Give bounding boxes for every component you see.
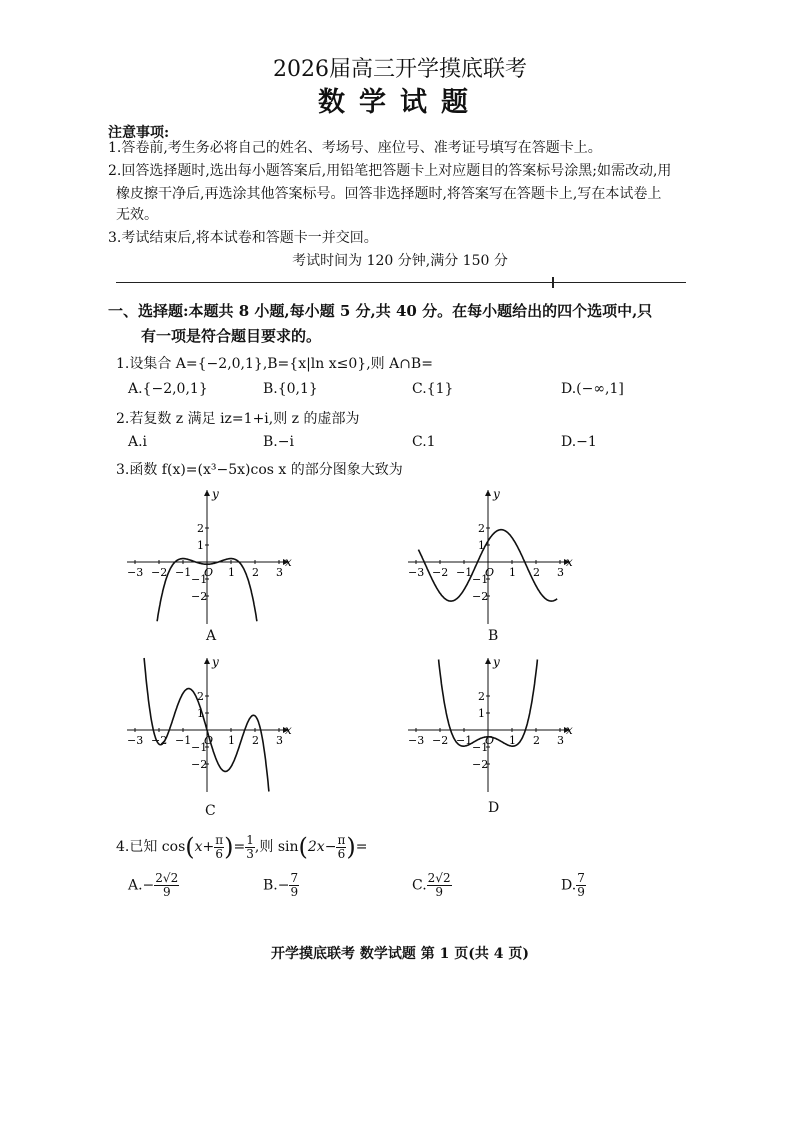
- x-axis-name: x: [285, 723, 292, 737]
- y-tick-label: 2: [478, 522, 485, 535]
- y-axis-arrow: [485, 658, 491, 664]
- x-tick-label: −1: [456, 734, 473, 747]
- question-4-option-a: A.− $\frac{2√2}{9}$: [128, 871, 179, 899]
- x-tick-label: 2: [252, 734, 259, 747]
- q4-frac-pi6-a: $\frac{\pi}{6}$: [215, 832, 224, 861]
- question-2-option-d: D.−1: [561, 434, 597, 450]
- question-3-stem: 3.函数 f(x)=(x³−5x)cos x 的部分图象大致为: [116, 462, 403, 478]
- graph-option-c: [125, 654, 295, 794]
- x-tick-label: O: [485, 734, 495, 747]
- question-1-stem: 1.设集合 A={−2,0,1},B={x|ln x≤0},则 A∩B=: [116, 356, 433, 372]
- x-tick-label: −2: [432, 734, 449, 747]
- y-tick-label: −1: [191, 741, 208, 754]
- x-axis-name: x: [566, 723, 573, 737]
- x-tick-label: −1: [175, 566, 192, 579]
- y-axis-arrow: [485, 490, 491, 496]
- note-line-2: 2.回答选择题时,选出每小题答案后,用铅笔把答题卡上对应题目的答案标号涂黑;如需改动,用: [108, 163, 672, 179]
- note-line-5: 3.考试结束后,将本试卷和答题卡一并交回。: [108, 230, 378, 246]
- y-axis-name: y: [212, 487, 219, 501]
- x-axis-name: x: [285, 555, 292, 569]
- question-1-option-d: D.(−∞,1]: [561, 381, 624, 397]
- graph-label-a: A: [206, 628, 217, 644]
- question-2-option-c: C.1: [412, 434, 436, 450]
- x-tick-label: 1: [509, 734, 516, 747]
- x-tick-label: −1: [456, 566, 473, 579]
- divider-line: [116, 282, 686, 283]
- graph-b-svg: [406, 486, 576, 626]
- x-tick-label: O: [204, 566, 214, 579]
- y-axis-name: y: [212, 655, 219, 669]
- divider-tick: [552, 277, 554, 288]
- graph-label-b: B: [488, 628, 499, 644]
- q4-end: =: [355, 839, 368, 855]
- x-tick-label: −3: [408, 734, 425, 747]
- graph-option-b: [406, 486, 576, 626]
- question-1-option-c: C.{1}: [412, 381, 454, 397]
- y-tick-label: 1: [478, 707, 485, 720]
- x-tick-label: 3: [276, 566, 283, 579]
- x-tick-label: −3: [127, 566, 144, 579]
- graph-label-c: C: [205, 803, 216, 819]
- q4-paren-close-2: ): [346, 833, 356, 861]
- notes-heading: 注意事项:: [108, 125, 170, 141]
- x-tick-label: 3: [276, 734, 283, 747]
- section-heading-line2: 有一项是符合题目要求的。: [141, 327, 322, 345]
- x-tick-label: O: [204, 734, 214, 747]
- graph-option-a: [125, 486, 295, 626]
- y-tick-label: −2: [472, 758, 489, 771]
- y-tick-label: 2: [197, 522, 204, 535]
- q4-inner1: x+: [194, 839, 215, 855]
- q4-paren-close: ): [224, 833, 234, 861]
- graph-d-svg: [406, 654, 576, 794]
- question-4-option-b: B.− $\frac{7}{9}$: [263, 871, 299, 899]
- q4-prefix: 4.已知 cos: [116, 839, 186, 855]
- question-2-option-b: B.−i: [263, 434, 294, 450]
- y-tick-label: 2: [478, 690, 485, 703]
- y-tick-label: −1: [191, 573, 208, 586]
- y-axis-name: y: [493, 487, 500, 501]
- y-tick-label: −1: [472, 573, 489, 586]
- note-line-1: 1.答卷前,考生务必将自己的姓名、考场号、座位号、准考证号填写在答题卡上。: [108, 140, 602, 156]
- note-line-4: 无效。: [116, 207, 158, 223]
- q4-frac-pi6-b: $\frac{\pi}{6}$: [337, 832, 346, 861]
- q4-eq: =: [233, 839, 246, 855]
- y-axis-arrow: [204, 658, 210, 664]
- x-tick-label: 1: [509, 566, 516, 579]
- graph-option-d: [406, 654, 576, 794]
- y-tick-label: −2: [472, 590, 489, 603]
- q4-paren-open: (: [185, 833, 195, 861]
- q4-frac-one-third: $\frac{1}{3}$: [246, 832, 254, 861]
- y-tick-label: −2: [191, 758, 208, 771]
- x-tick-label: −3: [408, 566, 425, 579]
- question-4-option-c: C. $\frac{2√2}{9}$: [412, 871, 451, 899]
- q4-inner2: 2x−: [307, 839, 337, 855]
- x-tick-label: 2: [252, 566, 259, 579]
- x-tick-label: −2: [151, 734, 168, 747]
- x-tick-label: 3: [557, 566, 564, 579]
- q4-paren-open-2: (: [298, 833, 308, 861]
- x-tick-label: 1: [228, 734, 235, 747]
- y-axis-name: y: [493, 655, 500, 669]
- x-tick-label: 2: [533, 734, 540, 747]
- x-tick-label: −2: [151, 566, 168, 579]
- graph-a-svg: [125, 486, 295, 626]
- y-axis-arrow: [204, 490, 210, 496]
- question-1-option-b: B.{0,1}: [263, 381, 318, 397]
- question-2-option-a: A.i: [128, 434, 148, 450]
- exam-title: 2026届高三开学摸底联考: [273, 57, 527, 82]
- y-tick-label: 1: [197, 707, 204, 720]
- x-tick-label: O: [485, 566, 495, 579]
- x-tick-label: −1: [175, 734, 192, 747]
- question-4-option-d: D. $\frac{7}{9}$: [561, 871, 585, 899]
- graph-label-d: D: [488, 800, 500, 816]
- note-line-3: 橡皮擦干净后,再选涂其他答案标号。回答非选择题时,将答案写在答题卡上,写在本试卷上: [116, 186, 662, 202]
- x-tick-label: 1: [228, 566, 235, 579]
- graph-c-svg: [125, 654, 295, 794]
- exam-time: 考试时间为 120 分钟,满分 150 分: [292, 253, 508, 269]
- x-tick-label: 3: [557, 734, 564, 747]
- question-1-option-a: A.{−2,0,1}: [128, 381, 208, 397]
- subject-title: 数学试题: [318, 87, 482, 118]
- q4-mid: ,则 sin: [254, 839, 299, 855]
- section-heading-line1: 一、选择题:本题共 8 小题,每小题 5 分,共 40 分。在每小题给出的四个选项中,只: [108, 302, 653, 320]
- x-tick-label: 2: [533, 566, 540, 579]
- y-tick-label: 1: [478, 539, 485, 552]
- x-axis-name: x: [566, 555, 573, 569]
- y-tick-label: 2: [197, 690, 204, 703]
- x-tick-label: −2: [432, 566, 449, 579]
- question-2-stem: 2.若复数 z 满足 iz=1+i,则 z 的虚部为: [116, 411, 360, 427]
- y-tick-label: −2: [191, 590, 208, 603]
- x-tick-label: −3: [127, 734, 144, 747]
- y-tick-label: −1: [472, 741, 489, 754]
- y-tick-label: 1: [197, 539, 204, 552]
- page-footer: 开学摸底联考 数学试题 第 1 页(共 4 页): [271, 946, 529, 962]
- question-4-stem: [116, 833, 367, 861]
